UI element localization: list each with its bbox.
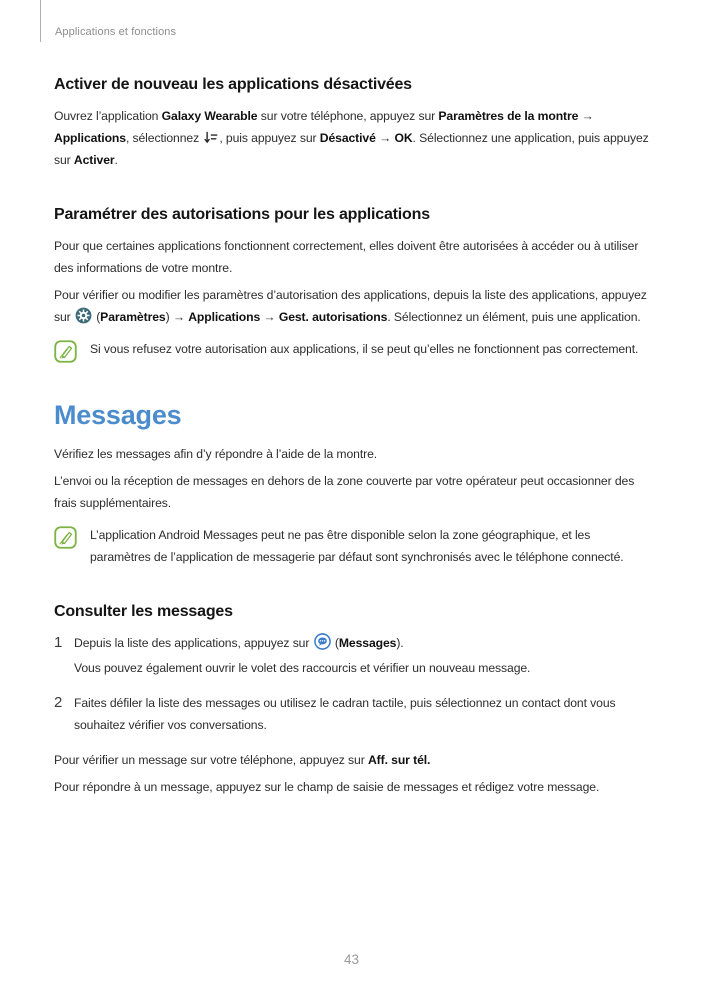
step-2-text: Faites défiler la liste des messages ou utilisez le cadran tactile, puis sélectionnez un contact dont vous souhaitez vérifier vos conversations. xyxy=(74,696,616,732)
note-permissions-text: Si vous refusez votre autorisation aux applications, il se peut qu’elles ne fonctionnent pas correctement. xyxy=(90,342,639,356)
step-1-number: 1 xyxy=(54,634,63,651)
running-header: Applications et fonctions xyxy=(55,26,177,38)
note-messages xyxy=(54,524,652,568)
note-permissions xyxy=(54,338,652,363)
paragraph-messages-2: L’envoi ou la réception de messages en dehors de la zone couverte par votre opérateur peut occasionner des frais supplémentaires. xyxy=(54,474,635,510)
step-2 xyxy=(54,692,652,736)
paragraph-check-messages-2: Pour répondre à un message, appuyez sur le champ de saisie de messages et rédigez votre message. xyxy=(54,780,600,794)
step-1-subtext: Vous pouvez également ouvrir le volet des raccourcis et vérifier un nouveau message. xyxy=(74,661,531,675)
gear-icon xyxy=(75,307,92,324)
paragraph-messages-1: Vérifiez les messages afin d’y répondre à l’aide de la montre. xyxy=(54,447,378,461)
step-1-text: Depuis la liste des applications, appuyez sur (Messages). xyxy=(74,632,652,654)
note-icon xyxy=(54,524,77,549)
messages-icon xyxy=(314,633,331,650)
sort-icon xyxy=(203,130,218,145)
paragraph-permissions-1: Pour que certaines applications fonctionnent correctement, elles doivent être autorisées à accéder ou à utiliser des informations de votre montre. xyxy=(54,239,639,275)
paragraph-permissions-2: Pour vérifier ou modifier les paramètres d’autorisation des applications, depuis la liste des applications, appuyez sur (Paramètres) → Applications → Gest. autorisations. Sélectionnez un élément, puis une application. xyxy=(54,288,647,324)
section-heading-reactivate: Activer de nouveau les applications désactivées xyxy=(54,76,412,93)
step-1 xyxy=(54,632,652,679)
section-heading-permissions: Paramétrer des autorisations pour les applications xyxy=(54,206,430,223)
steps-list xyxy=(54,632,652,736)
page-content xyxy=(54,41,652,803)
note-icon xyxy=(54,338,77,363)
note-messages-text: L’application Android Messages peut ne pas être disponible selon la zone géographique, et les paramètres de l’application de messagerie par défaut sont synchronisés avec le téléphone connecté. xyxy=(90,528,624,564)
section-heading-check-messages: Consulter les messages xyxy=(54,603,233,620)
step-2-number: 2 xyxy=(54,694,63,711)
page-number: 43 xyxy=(343,952,360,967)
paragraph-check-messages-1: Pour vérifier un message sur votre téléphone, appuyez sur Aff. sur tél. xyxy=(54,753,431,767)
header-rule xyxy=(40,0,41,42)
chapter-title-messages: Messages xyxy=(54,400,182,430)
paragraph-reactivate: Ouvrez l’application Galaxy Wearable sur votre téléphone, appuyez sur Paramètres de la montre → Applications, sélectionnez , puis appuyez sur Désactivé → OK. Sélectionnez une application, puis appuyez sur Activer. xyxy=(54,109,649,167)
